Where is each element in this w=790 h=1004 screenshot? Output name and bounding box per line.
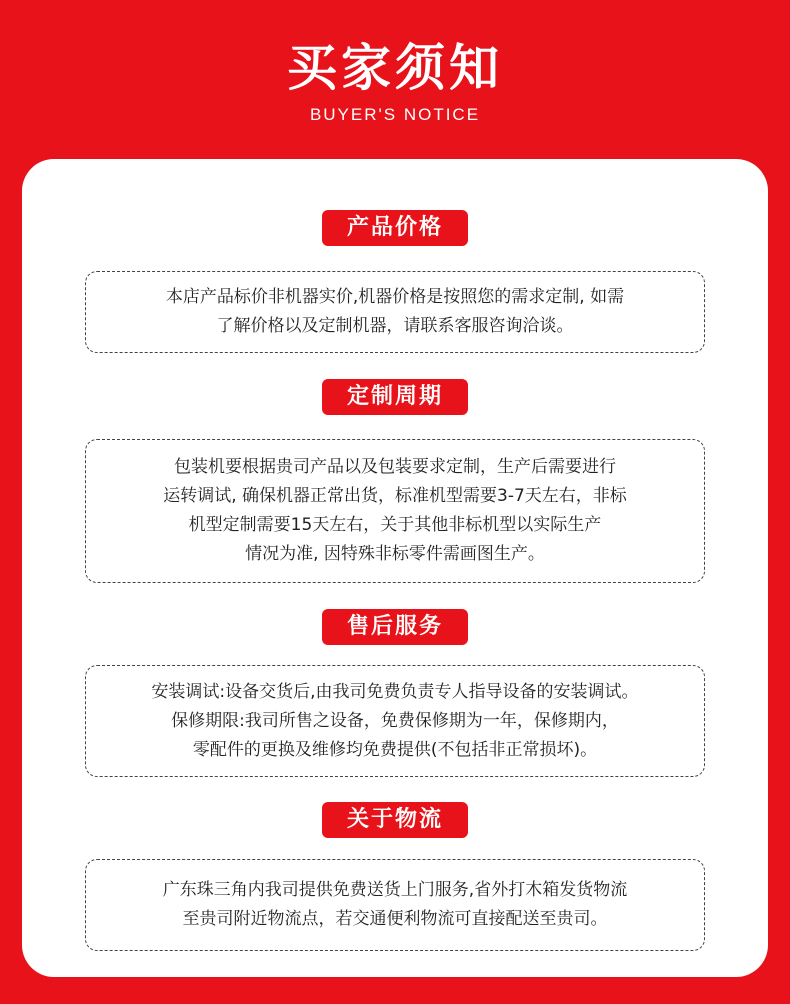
section-text-line: 运转调试, 确保机器正常出货，标准机型需要3-7天左右，非标	[163, 486, 627, 506]
section-text-line: 机型定制需要15天左右，关于其他非标机型以实际生产	[188, 515, 602, 535]
section-label-price: 产品价格	[322, 210, 468, 246]
section-label-service: 售后服务	[322, 609, 468, 645]
section-text-line: 本店产品标价非机器实价,机器价格是按照您的需求定制, 如需	[165, 287, 625, 307]
section-box-price	[85, 271, 705, 353]
section-text-line: 安装调试:设备交货后,由我司免费负责专人指导设备的安装调试。	[151, 681, 639, 702]
section-text-line: 保修期限:我司所售之设备，免费保修期为一年，保修期内，	[171, 710, 619, 731]
section-text-line: 零配件的更换及维修均免费提供(不包括非正常损坏)。	[192, 739, 598, 760]
section-text-line: 了解价格以及定制机器，请联系客服咨询洽谈。	[216, 316, 574, 336]
page-header	[0, 0, 790, 160]
section-text-line: 广东珠三角内我司提供免费送货上门服务,省外打木箱发货物流	[162, 880, 628, 900]
section-box-service	[85, 665, 705, 777]
notice-card	[22, 159, 768, 977]
section-box-logistics	[85, 859, 705, 951]
section-box-cycle	[85, 439, 705, 583]
section-text-line: 包装机要根据贵司产品以及包装要求定制，生产后需要进行	[174, 457, 616, 477]
page-title: 买家须知	[287, 39, 503, 97]
section-label-cycle: 定制周期	[322, 379, 468, 415]
section-text-line: 情况为准, 因特殊非标零件需画图生产。	[245, 544, 545, 564]
section-text-line: 至贵司附近物流点，若交通便利物流可直接配送至贵司。	[182, 909, 608, 929]
section-label-logistics: 关于物流	[322, 802, 468, 838]
page-subtitle: BUYER'S NOTICE	[309, 105, 481, 124]
